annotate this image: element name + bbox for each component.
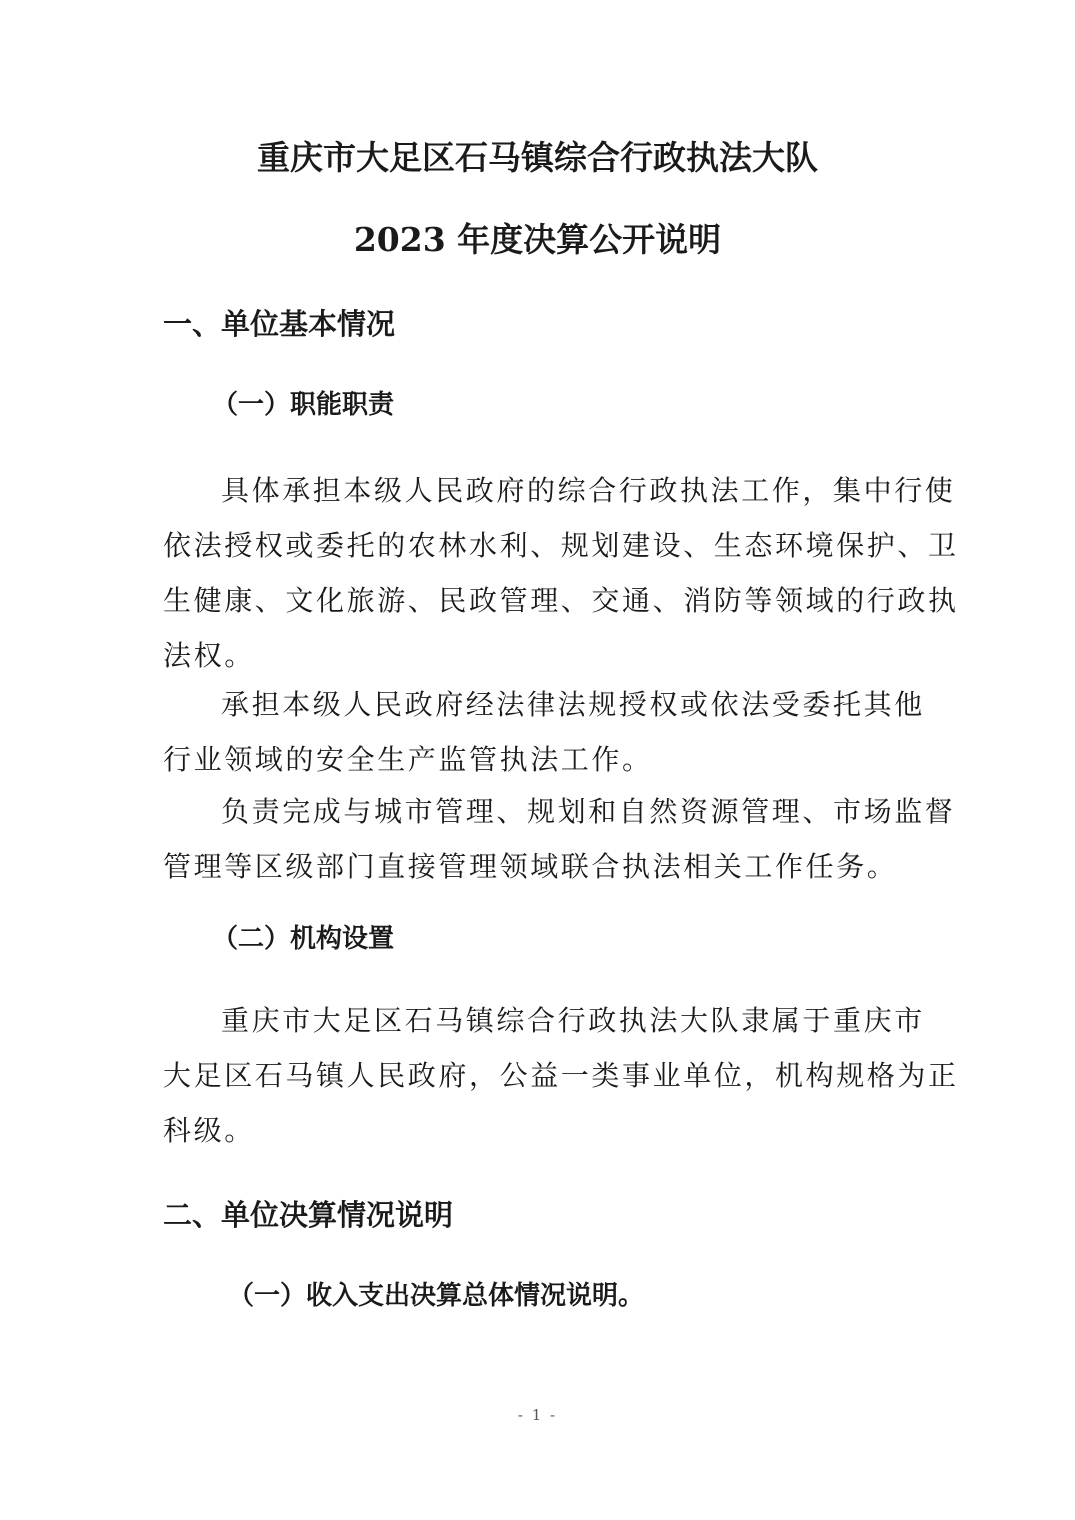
document-title-line-2: 2023 年度决算公开说明 xyxy=(353,220,722,259)
document-title-line-1: 重庆市大足区石马镇综合行政执法大队 xyxy=(257,138,818,177)
paragraph-line: 法权。 xyxy=(163,639,255,672)
page-number: - 1 - xyxy=(517,1406,558,1424)
paragraph-organization xyxy=(163,993,959,1158)
section-2-sub-1-heading: （一）收入支出决算总体情况说明。 xyxy=(228,1281,645,1311)
section-2-heading: 二、单位决算情况说明 xyxy=(163,1198,454,1232)
paragraph-line: 行业领域的安全生产监管执法工作。 xyxy=(163,743,653,776)
section-1-heading: 一、单位基本情况 xyxy=(163,307,396,341)
paragraph-duties-1 xyxy=(163,463,959,683)
paragraph-duties-2 xyxy=(163,677,925,787)
paragraph-duties-3 xyxy=(163,784,956,894)
paragraph-line: 依法授权或委托的农林水利、规划建设、生态环境保护、卫 xyxy=(163,529,959,562)
paragraph-line: 具体承担本级人民政府的综合行政执法工作，集中行使 xyxy=(221,474,956,507)
paragraph-line: 大足区石马镇人民政府，公益一类事业单位，机构规格为正 xyxy=(163,1059,959,1092)
section-1-sub-2-heading: （二）机构设置 xyxy=(212,924,395,954)
paragraph-line: 管理等区级部门直接管理领域联合执法相关工作任务。 xyxy=(163,850,898,883)
paragraph-line: 负责完成与城市管理、规划和自然资源管理、市场监督 xyxy=(221,795,956,828)
paragraph-line: 承担本级人民政府经法律法规授权或依法受委托其他 xyxy=(221,688,925,721)
paragraph-line: 科级。 xyxy=(163,1114,255,1147)
paragraph-line: 重庆市大足区石马镇综合行政执法大队隶属于重庆市 xyxy=(221,1004,925,1037)
paragraph-line: 生健康、文化旅游、民政管理、交通、消防等领域的行政执 xyxy=(163,584,959,617)
section-1-sub-1-heading: （一）职能职责 xyxy=(212,390,395,420)
